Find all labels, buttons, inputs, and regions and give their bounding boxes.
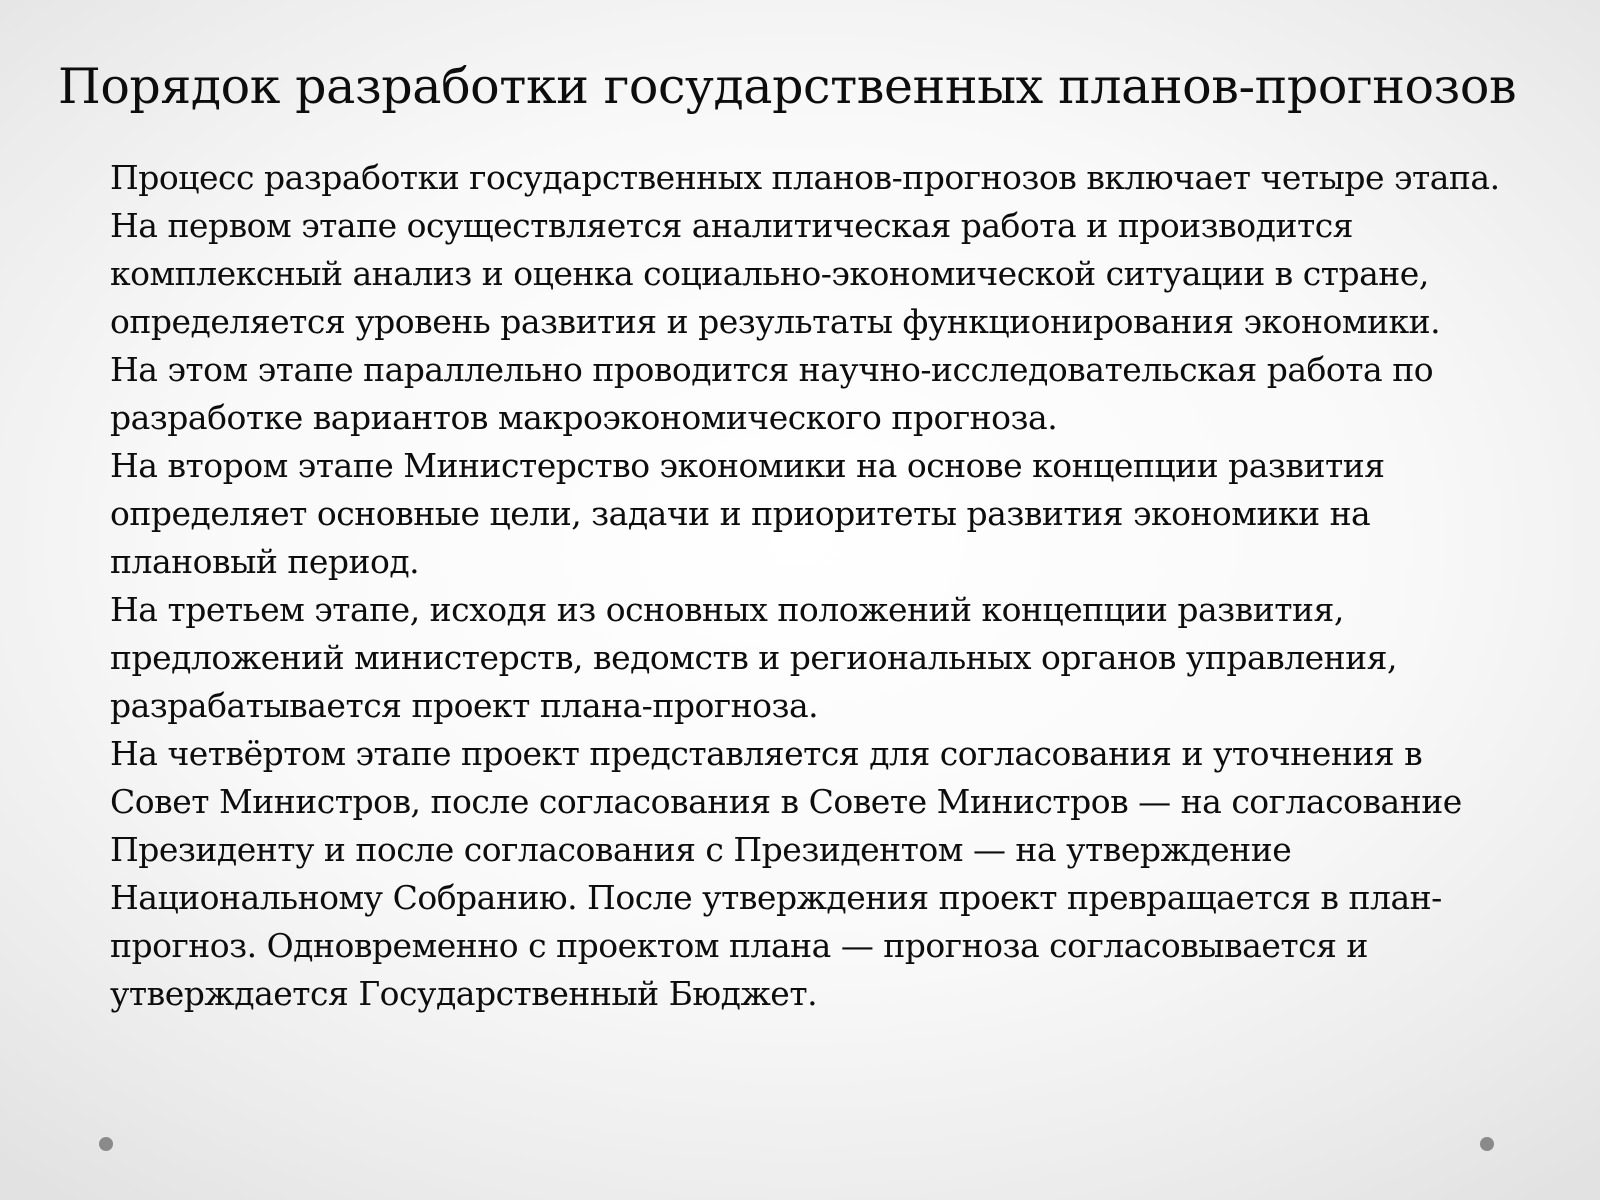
paragraph-stage-three: На третьем этапе, исходя из основных положений концепции развития, предложений министерств, ведомств и региональных органов управления, разрабатывается проект плана-прогноза. bbox=[110, 590, 1397, 725]
slide-title: Порядок разработки государственных планов-прогнозов bbox=[58, 58, 1517, 115]
slide-body bbox=[110, 154, 1530, 1018]
decorative-dot-right-icon bbox=[1480, 1137, 1494, 1151]
paragraph-stage-two: На втором этапе Министерство экономики на основе концепции развития определяет основные цели, задачи и приоритеты развития экономики на плановый период. bbox=[110, 446, 1385, 581]
paragraph-intro: Процесс разработки государственных планов-прогнозов включает четыре этапа. На первом этапе осуществляется аналитическая работа и производится комплексный анализ и оценка социально-экономической ситуации в стране, определяется уровень развития и результаты функционирования экономики. bbox=[110, 158, 1500, 341]
decorative-dot-left-icon bbox=[99, 1137, 113, 1151]
paragraph-stage-four: На четвёртом этапе проект представляется для согласования и уточнения в Совет Министров, после согласования в Совете Министров — на согласование Президенту и после согласования с Президентом — на утверждение Национальному Собранию. После утверждения проект превращается в план-прогноз. Одновременно с проектом плана — прогноза согласовывается и утверждается Государственный Бюджет. bbox=[110, 734, 1462, 1013]
paragraph-research: На этом этапе параллельно проводится научно-исследовательская работа по разработке вариантов макроэкономического прогноза. bbox=[110, 350, 1434, 437]
